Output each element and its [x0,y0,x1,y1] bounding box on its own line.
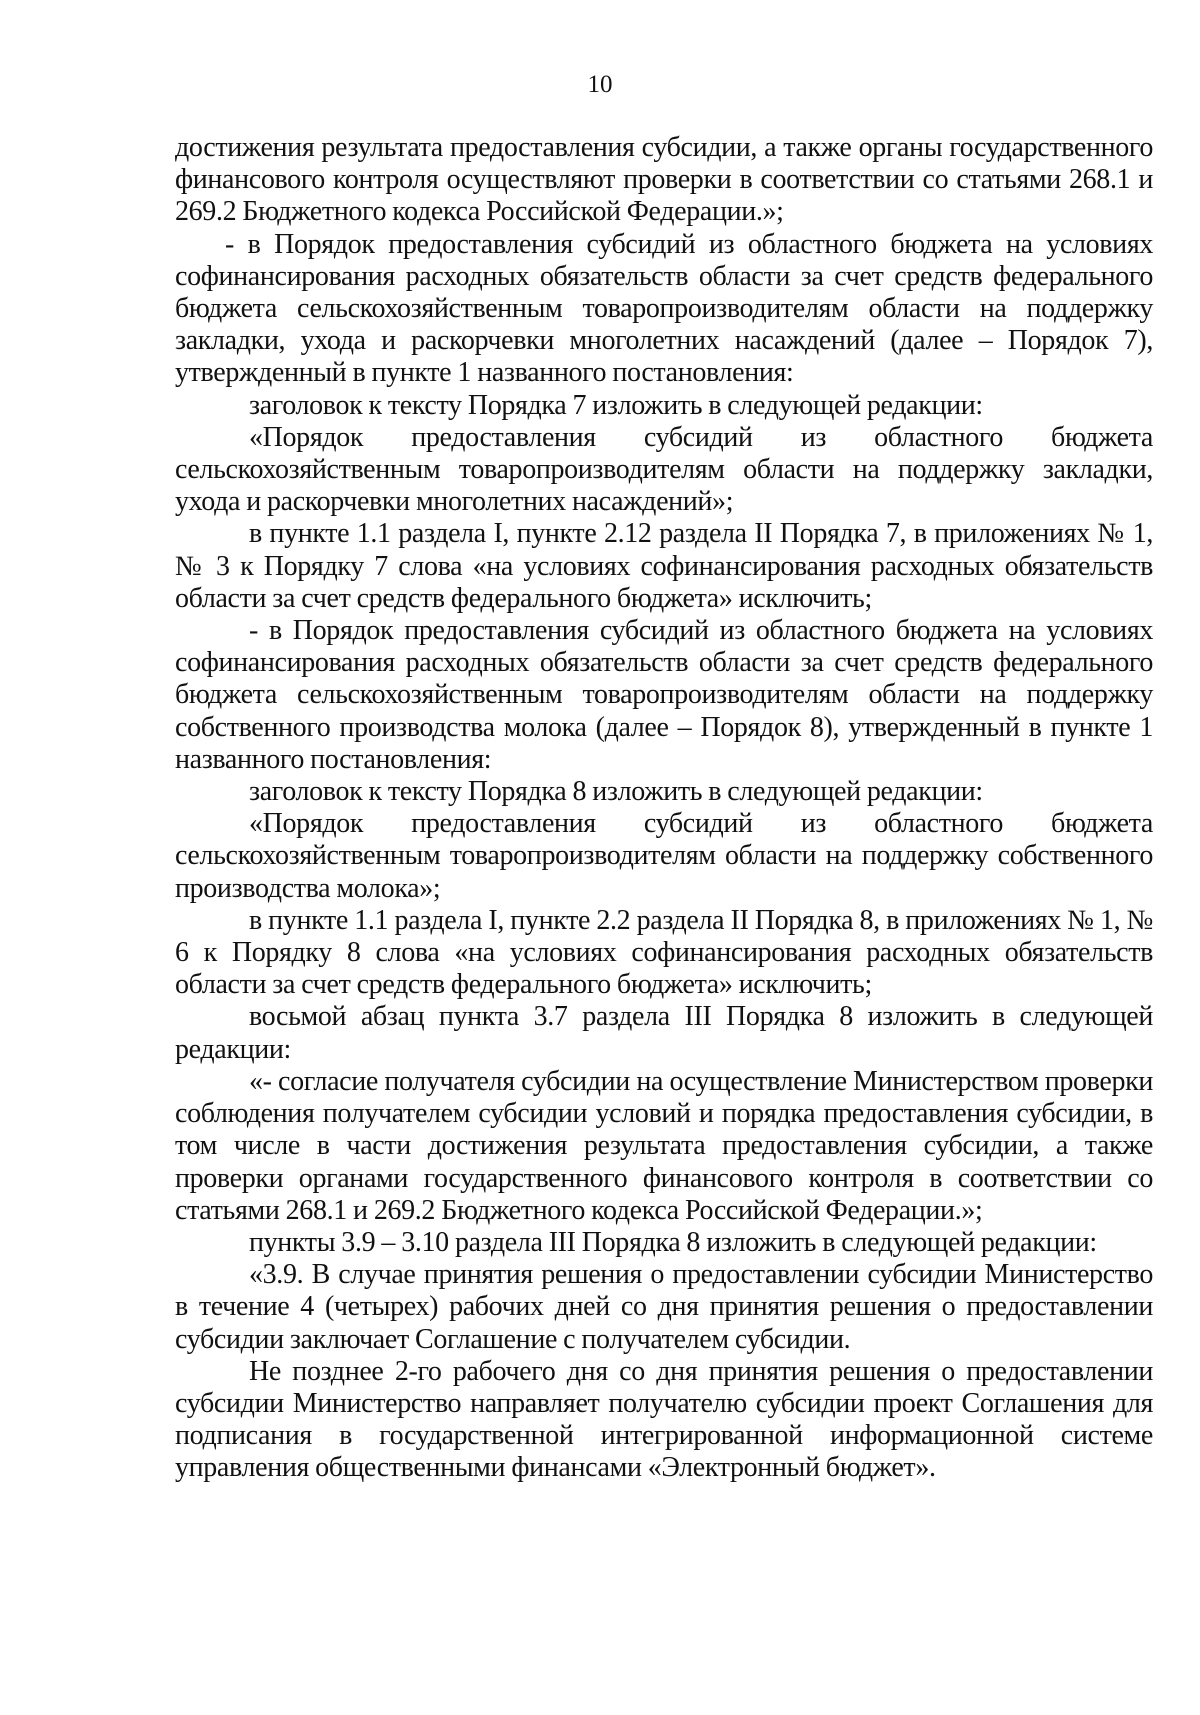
paragraph-1: достижения результата предоставления субсидии, а также органы государственного финансового контроля осуществляют проверки в соответствии со статьями 268.1 и 269.2 Бюджетного кодекса Российской Федерации.»; [175,132,1153,228]
paragraph-14: Не позднее 2-го рабочего дня со дня принятия решения о предоставлении субсидии Министерство направляет получателю субсидии проект Соглашения для подписания в государственной интегрированной информационной системе управления общественными финансами «Электронный бюджет». [175,1355,1153,1484]
paragraph-10: восьмой абзац пункта 3.7 раздела III Порядка 8 изложить в следующей редакции: [175,1001,1153,1065]
document-body [175,132,1153,1485]
paragraph-4: «Порядок предоставления субсидий из областного бюджета сельскохозяйственным товаропроизводителям области на поддержку закладки, ухода и раскорчевки многолетних насаждений»; [175,421,1153,518]
paragraph-5: в пункте 1.1 раздела I, пункте 2.12 раздела II Порядка 7, в приложениях № 1, № 3 к Порядку 7 слова «на условиях софинансирования расходных обязательств области за счет средств федерального бюджета» исключить; [175,518,1153,614]
paragraph-11: «- согласие получателя субсидии на осуществление Министерством проверки соблюдения получателем субсидии условий и порядка предоставления субсидии, в том числе в части достижения результата предоставления субсидии, а также проверки органами государственного финансового контроля в соответствии со статьями 268.1 и 269.2 Бюджетного кодекса Российской Федерации.»; [175,1065,1153,1226]
paragraph-3: заголовок к тексту Порядка 7 изложить в следующей редакции: [249,389,983,421]
paragraph-13: «3.9. В случае принятия решения о предоставлении субсидии Министерство в течение 4 (четырех) рабочих дней со дня принятия решения о предоставлении субсидии заключает Соглашение с получателем субсидии. [175,1259,1153,1355]
paragraph-6: - в Порядок предоставления субсидий из областного бюджета на условиях софинансирования расходных обязательств области за счет средств федерального бюджета сельскохозяйственным товаропроизводителям области на поддержку собственного производства молока (далее – Порядок 8), утвержденный в пункте 1 названного постановления: [175,615,1153,775]
paragraph-12: пункты 3.9 – 3.10 раздела III Порядка 8 изложить в следующей редакции: [249,1226,1097,1258]
paragraph-8: «Порядок предоставления субсидий из областного бюджета сельскохозяйственным товаропроизводителям области на поддержку собственного производства молока»; [175,808,1153,904]
paragraph-9: в пункте 1.1 раздела I, пункте 2.2 раздела II Порядка 8, в приложениях № 1, № 6 к Порядку 8 слова «на условиях софинансирования расходных обязательств области за счет средств федерального бюджета» исключить; [175,904,1153,1001]
paragraph-7: заголовок к тексту Порядка 8 изложить в следующей редакции: [249,776,983,808]
paragraph-2: - в Порядок предоставления субсидий из областного бюджета на условиях софинансирования расходных обязательств области за счет средств федерального бюджета сельскохозяйственным товаропроизводителям области на поддержку закладки, ухода и раскорчевки многолетних насаждений (далее – Порядок 7), утвержденный в пункте 1 названного постановления: [175,228,1153,389]
page-number: 10 [587,71,613,98]
